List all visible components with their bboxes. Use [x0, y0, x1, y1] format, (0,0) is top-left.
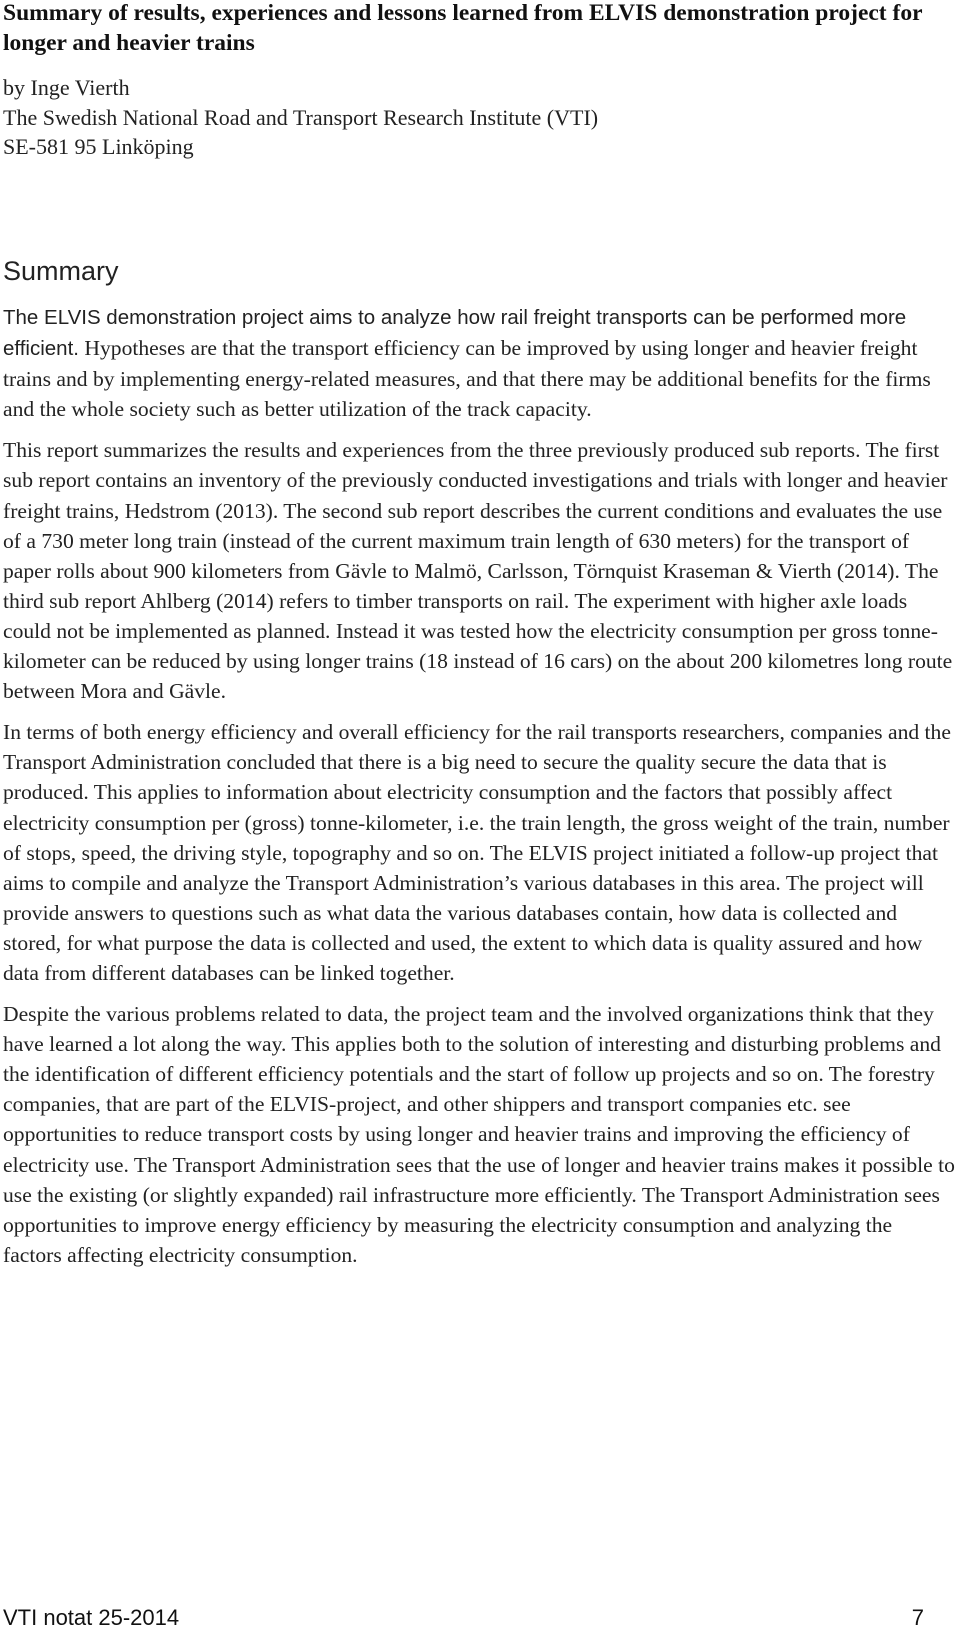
- document-title: Summary of results, experiences and lessons learned from ELVIS demonstration project for longer and heavier trains: [3, 0, 923, 56]
- summary-paragraph-text: Hypotheses are that the transport efficiency can be improved by using longer and heavier freight trains and by implementing energy-related measures, and that there may be additional benefits for the firms and the whole society such as better utilization of the track capacity.: [3, 336, 931, 422]
- summary-body: [3, 302, 955, 1281]
- summary-paragraph-4: Despite the various problems related to data, the project team and the involved organizations think that they have learned a lot along the way. This applies both to the solution of interesting and disturbing problems and the identification of different efficiency potentials and the start of follow up projects and so on. The forestry companies, that are part of the ELVIS-project, and other shippers and transport companies etc. see opportunities to reduce transport costs by using longer and heavier trains and improving the efficiency of electricity use. The Transport Administration sees that the use of longer and heavier trains makes it possible to use the existing (or slightly expanded) rail infrastructure more efficiently. The Transport Administration sees opportunities to improve energy efficiency by measuring the electricity consumption and analyzing the factors affecting electricity consumption.: [3, 1002, 955, 1267]
- author-line: by Inge Vierth: [3, 75, 130, 100]
- institute-line: The Swedish National Road and Transport Research Institute (VTI): [3, 104, 599, 130]
- footer-report-id: VTI notat 25-2014: [3, 1605, 180, 1630]
- summary-paragraph-2: This report summarizes the results and experiences from the three previously produced sub reports. The first sub report contains an inventory of the previously conducted investigations and trials with longer and heavier freight trains, Hedstrom (2013). The second sub report describes the current conditions and evaluates the use of a 730 meter long train (instead of the current maximum train length of 630 meters) for the transport of paper rolls about 900 kilometers from Gävle to Malmö, Carlsson, Törnquist Kraseman & Vierth (2014). The third sub report Ahlberg (2014) refers to timber transports on rail. The experiment with higher axle loads could not be implemented as planned. Instead it was tested how the electricity consumption per gross tonne-kilometer can be reduced by using longer trains (18 instead of 16 cars) on the about 200 kilometres long route between Mora and Gävle.: [3, 438, 953, 704]
- author-block: [3, 73, 953, 162]
- summary-paragraph-3: In terms of both energy efficiency and overall efficiency for the rail transports researchers, companies and the Transport Administration concluded that there is a big need to secure the quality secure the data that is produced. This applies to information about electricity consumption and the factors that possibly affect electricity consumption per (gross) tonne-kilometer, i.e. the train length, the gross weight of the train, number of stops, speed, the driving style, topography and so on. The ELVIS project initiated a follow-up project that aims to compile and analyze the Transport Administration’s various databases in this area. The project will provide answers to questions such as what data the various databases contain, how data is collected and stored, for what purpose the data is collected and used, the extent to which data is quality assured and how data from different databases can be linked together.: [3, 720, 951, 985]
- summary-paragraph-lead: The ELVIS demonstration project aims to analyze how rail freight transports can be performed more efficient.: [3, 306, 907, 361]
- footer-page-number: 7: [911, 1605, 924, 1630]
- address-line: SE-581 95 Linköping: [3, 134, 194, 159]
- summary-heading: Summary: [3, 256, 119, 286]
- summary-paragraph-1: [3, 302, 955, 424]
